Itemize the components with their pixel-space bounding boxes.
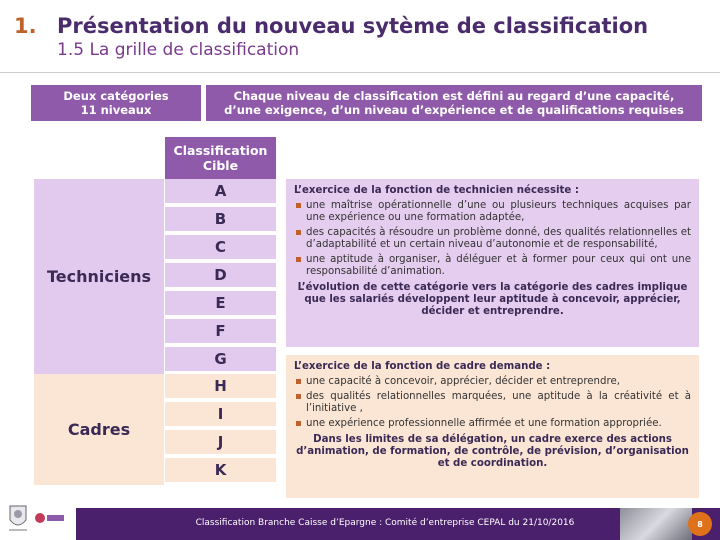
grade-h: H (165, 374, 276, 400)
techniciens-bullet: des capacités à résoudre un problème donné, des qualités relationnelles et d’adaptabilité et un certain niveau d’autonomie et de responsabilité, (294, 227, 691, 251)
crest-logo-icon (6, 500, 30, 534)
category-techniciens: Techniciens (34, 179, 164, 374)
title-divider (0, 72, 720, 73)
grade-i: I (165, 402, 276, 428)
categories-summary-line2: 11 niveaux (80, 103, 152, 117)
grade-d: D (165, 263, 276, 289)
techniciens-heading: L’exercice de la fonction de technicien nécessite : (294, 185, 579, 196)
cadres-bullet: une expérience professionnelle affirmée et une formation appropriée. (294, 418, 691, 430)
levels-definition-line1: Chaque niveau de classification est défini au regard d’une capacité, (233, 89, 675, 103)
page-subtitle: 1.5 La grille de classification (57, 40, 300, 60)
categories-summary-box (31, 85, 201, 121)
grade-e: E (165, 291, 276, 317)
grade-k: K (165, 458, 276, 484)
caisse-epargne-logo-icon (34, 510, 66, 526)
levels-definition-line2: d’une exigence, d’un niveau d’expérience et de qualifications requises (224, 103, 684, 117)
cadres-bullet: une capacité à concevoir, apprécier, décider et entreprendre, (294, 376, 691, 388)
footer-text: Classification Branche Caisse d’Epargne : Comité d’entreprise CEPAL du 21/10/2016 (195, 518, 575, 528)
grade-j: J (165, 430, 276, 456)
cible-header-line2: Cible (202, 158, 239, 173)
grade-b: B (165, 207, 276, 233)
grade-c: C (165, 235, 276, 261)
cadres-bullet: des qualités relationnelles marquées, une aptitude à la créativité et à l’initiative , (294, 391, 691, 415)
page-title: Présentation du nouveau sytème de classification (57, 14, 649, 38)
categories-summary-line1: Deux catégories (63, 89, 169, 103)
page-number-badge: 8 (688, 512, 712, 536)
section-number: 1. (14, 14, 37, 38)
techniciens-conclusion: L’évolution de cette catégorie vers la catégorie des cadres implique que les salariés développent leur aptitude à concevoir, apprécier, décider et entreprendre. (297, 282, 688, 317)
footer-decoration (620, 508, 692, 540)
cible-header-line1: Classification (173, 143, 268, 158)
cadres-heading: L’exercice de la fonction de cadre demande : (294, 361, 551, 372)
cadres-conclusion: Dans les limites de sa délégation, un cadre exerce des actions d’animation, de formation, de contrôle, de prévision, d’organisation et de coordination. (296, 434, 689, 469)
techniciens-bullet: une maîtrise opérationnelle d’une ou plusieurs techniques acquises par une expérience ou une formation adaptée, (294, 200, 691, 224)
techniciens-bullet: une aptitude à organiser, à déléguer et à former pour ceux qui ont une responsabilité d’animation. (294, 254, 691, 278)
category-cadres: Cadres (34, 374, 164, 485)
cadres-description-panel (286, 355, 699, 498)
classification-cible-header (165, 137, 276, 179)
grade-a: A (165, 179, 276, 205)
grade-f: F (165, 319, 276, 345)
techniciens-description-panel (286, 179, 699, 347)
grade-g: G (165, 347, 276, 373)
levels-definition-box (206, 85, 702, 121)
